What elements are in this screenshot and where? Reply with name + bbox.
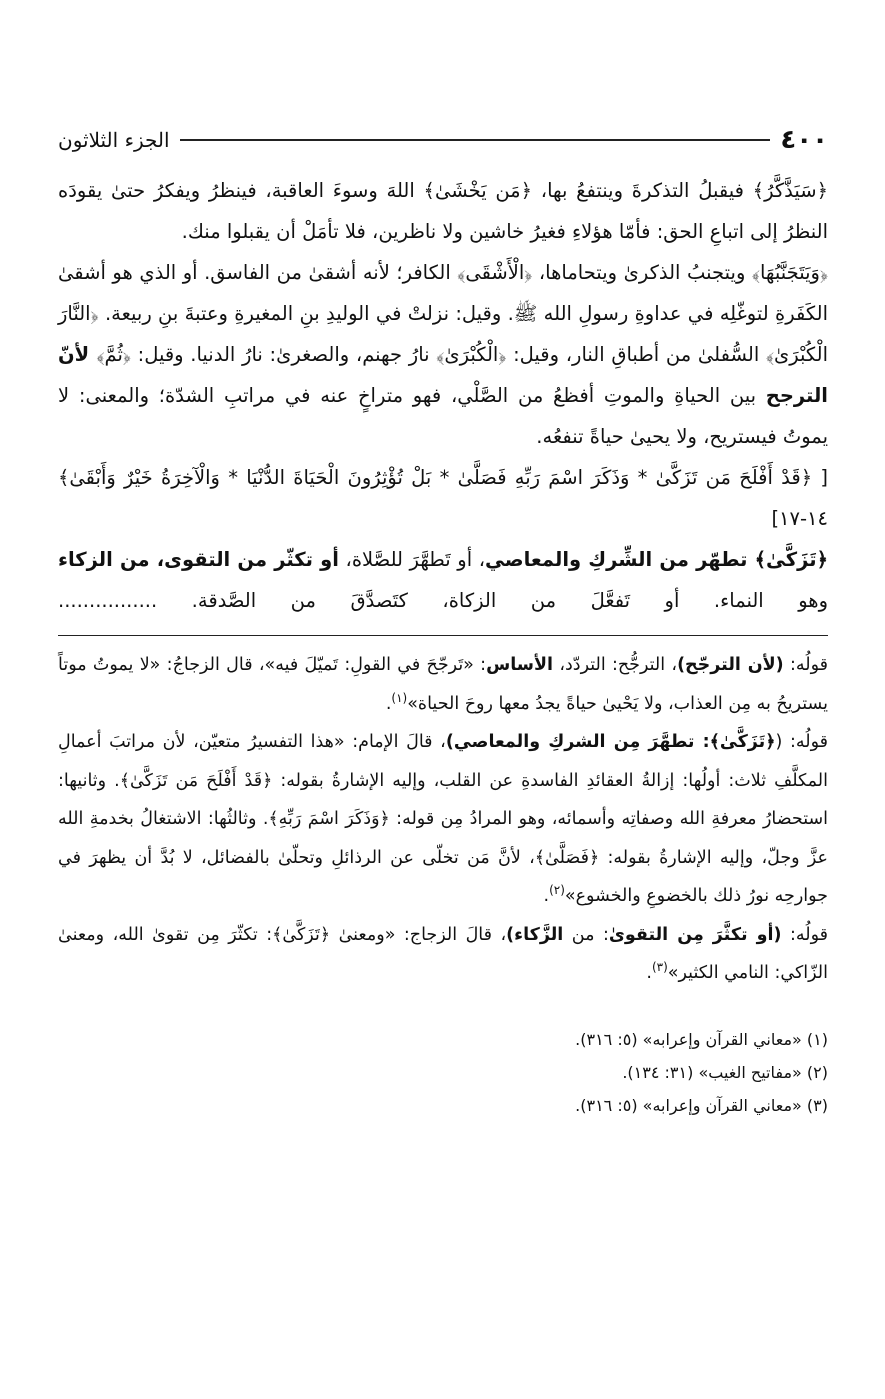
footnote-3: (٣) «معاني القرآن وإعرابه» (٥: ٣١٦). (575, 1095, 828, 1115)
bold-lemma: : تطهَّرَ مِن الشركِ والمعاصي) (445, 732, 710, 752)
running-title: الجزء الثلاثون (58, 128, 170, 152)
commentary-span: . وثانيها: استحضارُ معرفةِ الله وصفاتِه وأسمائه، وهو المرادُ مِن قوله: (58, 770, 828, 829)
bold-lemma: الزَّكاء) (506, 924, 564, 945)
commentary-span: ، الترجُّح: التردّد، (553, 655, 678, 675)
commentary-span: : «تَرجّحَ في القولِ: تَميّلَ فيه»، قال الزجاجُ: «لا يموتُ موتاً يستريحُ به مِن العذاب، ولا يَحْيىٰ حياةً يجدُ معها روحَ الحياة» (58, 655, 828, 714)
commentary-span: ، قالَ الإمام: «هذا التفسيرُ متعيّن، لأن مراتبَ أعمالِ المكلَّفِ ثلاث: أولُها: إزالةُ العقائدِ الفاسدةِ عن القلب، وإليه الإشارةُ بقوله: (58, 732, 828, 791)
main-text-span: السُّفلىٰ من أطباقِ النار، وقيل: (506, 343, 766, 366)
main-text-span: الكافر؛ لأنه أشقىٰ من الفاسق. أو الذي هو أشقىٰ الكَفَرةِ لتوغّلِه في عداوةِ رسولِ الله ﷺ. وقيل: نزلتْ في الوليدِ بنِ المغيرةِ وعتبةَ بنِ ربيعة. (58, 261, 828, 325)
commentary-paragraph-2 (58, 723, 828, 916)
quran-quote: ﴿مَن يَخْشَىٰ﴾ (423, 179, 533, 202)
verse-block (58, 457, 828, 539)
footnote-marker: (١) (391, 690, 408, 705)
verse-reference: ١٤-١٧] (771, 507, 828, 530)
commentary (58, 646, 828, 993)
commentary-span: : تكثّرَ مِن تقوىٰ الله، ومعنىٰ الزّاكي: النامي الكثير» (58, 924, 828, 983)
commentary-paragraph-3 (58, 916, 828, 993)
quran-quote: ﴿فَصَلَّىٰ﴾ (534, 847, 600, 868)
bold-lemma: (أو تكثَّرَ مِن التقوىٰ (608, 924, 782, 945)
commentary-divider (58, 635, 828, 636)
commentary-span: قولُه: (781, 924, 828, 945)
verse-open-bracket: [ (820, 466, 829, 489)
footnote-2: (٢) «مفاتيح الغيب» (٣١: ١٣٤). (622, 1062, 828, 1082)
main-paragraph-1 (58, 170, 828, 252)
main-text-span: اللهَ وسوءَ العاقبة، فينظرُ ويفكرُ حتىٰ يقودَه النظرُ إلى اتباعِ الحق: فأمّا هؤلاءِ فغيرُ خاشين ولا ناظرين، فلا تأمَلْ أن يقبلوا منك. (58, 179, 828, 243)
page (58, 118, 828, 1122)
main-text-span: نارُ جهنم، والصغرىٰ: نارُ الدنيا. وقيل: (130, 343, 437, 366)
quran-quote: ﴿سَيَذَّكَّرُ﴾ (752, 179, 828, 202)
bold-gloss: أو تكثّر من التقوى، من الزكاء (58, 548, 339, 571)
bold-lemma: الأساس (486, 655, 554, 675)
main-text (58, 170, 828, 621)
quran-quote: ﴿وَيَتَجَنَّبُهَا﴾ (751, 261, 828, 284)
bold-gloss: تطهّر من الشِّركِ والمعاصي (485, 548, 755, 571)
quran-quote: ﴿تَزَكَّىٰ﴾ (272, 924, 331, 945)
bold-gloss: لأنّ الترجح (58, 343, 828, 407)
commentary-span: : من (563, 924, 609, 945)
commentary-span: . (385, 693, 392, 714)
header-rule (180, 139, 771, 141)
quran-quote: ﴿الْأَشْقَى﴾ (457, 261, 533, 284)
main-text-span: ويتجنبُ الذكرىٰ ويتحاماها، (532, 261, 752, 284)
quran-quote: ﴿وَذَكَرَ اسْمَ رَبِّهِ﴾ (268, 809, 390, 829)
footnote-marker: (٢) (549, 883, 565, 898)
commentary-span: قولُه: (783, 655, 828, 675)
footnote-1: (١) «معاني القرآن وإعرابه» (٥: ٣١٦). (575, 1029, 828, 1049)
page-header (58, 118, 828, 162)
commentary-span: . (646, 963, 652, 983)
commentary-span: ، لأنَّ مَن تخلّى عن الرذائلِ وتحلّىٰ بالفضائل، لا بُدَّ أن يظهرَ في جوارحِه نورُ ذلك بالخضوعِ والخشوع» (58, 847, 828, 906)
main-paragraph-2 (58, 252, 828, 457)
bold-lemma: (لأن الترجّح) (677, 655, 784, 675)
main-text-span: فيقبلُ التذكرةَ وينتفعُ بها، (532, 179, 753, 202)
quran-quote: ﴿ثُمَّ﴾ (96, 343, 131, 366)
main-text-span: بين الحياةِ والموتِ أفظعُ من الصَّلْي، فهو متراخٍ عنه في مراتبِ الشدّة؛ والمعنى: لا يموتُ فيستريح، ولا يحيىٰ حياةً تنفعُه. (58, 384, 828, 448)
verse-text: ﴿قَدْ أَفْلَحَ مَن تَزَكَّىٰ * وَذَكَرَ اسْمَ رَبِّهِ فَصَلَّىٰ * بَلْ تُؤْثِرُونَ الْحَيَاةَ الدُّنْيَا * وَالْآخِرَةُ خَيْرٌ وَأَبْقَىٰ﴾ (58, 466, 813, 489)
footnote-marker: (٣) (651, 960, 668, 975)
commentary-paragraph-1 (58, 646, 828, 723)
main-text-span: وهو النماء. أو تَفعَّلَ من الزكاة، كتَصدَّقَ من الصَّدقة. ................ (58, 589, 828, 612)
main-paragraph-3 (58, 539, 828, 621)
page-number: ٤٠٠ (780, 125, 828, 155)
commentary-span: . (543, 886, 550, 906)
quran-quote: ﴿الْكُبْرَىٰ﴾ (436, 343, 507, 366)
quran-quote: ﴿تَزَكَّىٰ﴾ (709, 732, 776, 752)
quran-quote: ﴿النَّارَ الْكُبْرَىٰ﴾ (58, 302, 829, 366)
main-text-span: ، أو تَطهَّرَ للصَّلاة، (338, 548, 486, 571)
quran-quote: ﴿تَزَكَّىٰ﴾ (754, 548, 828, 571)
commentary-span: قولُه: ( (775, 732, 828, 752)
commentary-span: ، قالَ الزجاج: «ومعنىٰ (330, 924, 507, 945)
footnotes (58, 1023, 828, 1122)
quran-quote: ﴿قَدْ أَفْلَحَ مَن تَزَكَّىٰ﴾ (119, 770, 273, 791)
commentary-span: . وثالثُها: الاشتغالُ بخدمةِ الله عزَّ وجلّ، وإليه الإشارةُ بقوله: (58, 809, 828, 868)
